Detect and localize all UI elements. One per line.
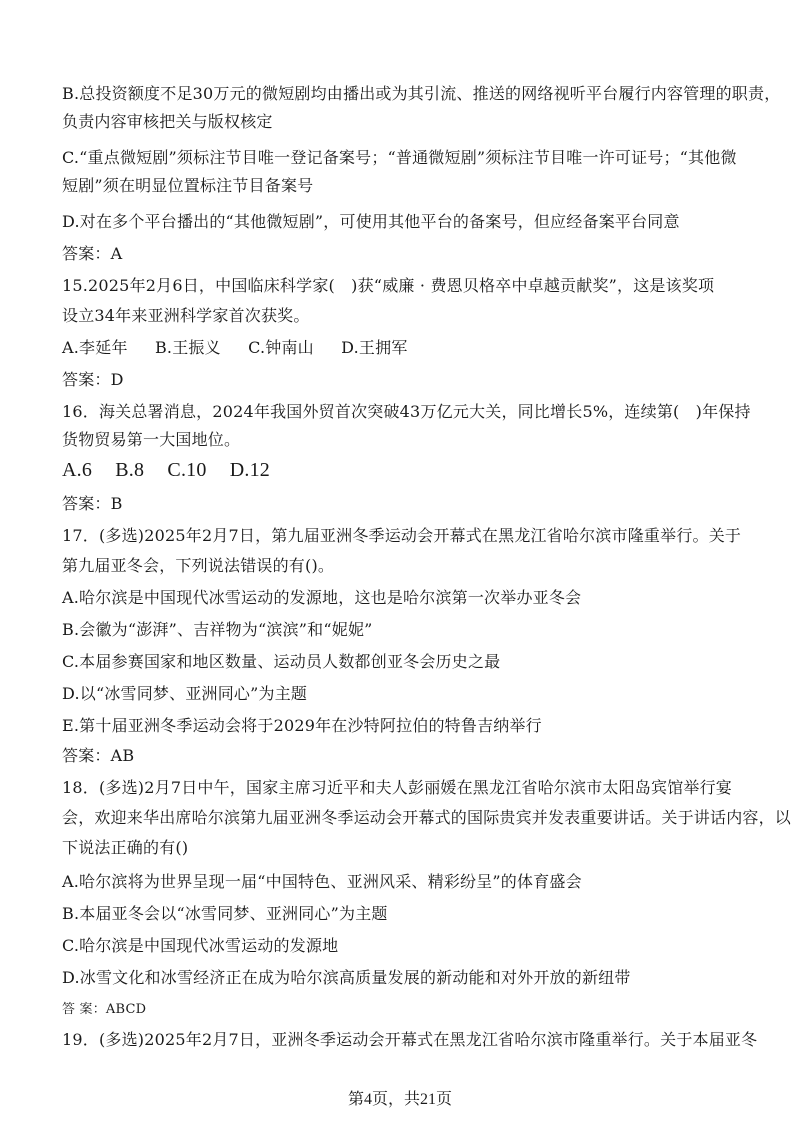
question-19: 19．(多选)2025年2月7日，亚洲冬季运动会开幕式在黑龙江省哈尔滨市隆重举行。关于本届亚冬 [62, 1030, 758, 1049]
answer-line: 答案：A [62, 244, 123, 263]
option-line: 负责内容审核把关与版权核定 [62, 112, 273, 131]
question-15: 15.2025年2月6日，中国临床科学家( )获“威廉 · 费恩贝格卒中卓越贡献奖”，这是该奖项 [62, 276, 715, 295]
option-d: D.王拥军 [341, 338, 408, 357]
option-line: E.第十届亚洲冬季运动会将于2029年在沙特阿拉伯的特鲁吉纳举行 [62, 716, 542, 735]
question-15-cont: 设立34年来亚洲科学家首次获奖。 [62, 306, 310, 325]
option-line: C.哈尔滨是中国现代冰雪运动的发源地 [62, 936, 339, 955]
answer-line: 答案：D [62, 370, 124, 389]
question-18: 18．(多选)2月7日中午，国家主席习近平和夫人彭丽媛在黑龙江省哈尔滨市太阳岛宾馆举行宴 [62, 778, 733, 797]
answer-line: 答案：AB [62, 746, 135, 765]
question-17-cont: 第九届亚冬会，下列说法错误的有()。 [62, 556, 335, 575]
option-line: B.会徽为“澎湃”、吉祥物为“滨滨”和“妮妮” [62, 620, 373, 639]
option-b: B.8 [115, 459, 145, 481]
option-line: D.冰雪文化和冰雪经济正在成为哈尔滨高质量发展的新动能和对外开放的新纽带 [62, 968, 631, 987]
option-line: A.哈尔滨将为世界呈现一届“中国特色、亚洲风采、精彩纷呈”的体育盛会 [62, 872, 582, 891]
option-line: A.哈尔滨是中国现代冰雪运动的发源地，这也是哈尔滨第一次举办亚冬会 [62, 588, 582, 607]
question-16: 16．海关总署消息，2024年我国外贸首次突破43万亿元大关，同比增长5%，连续第( )年保持 [62, 402, 751, 421]
option-line: 短剧”须在明显位置标注节目备案号 [62, 176, 314, 195]
q15-options [62, 338, 762, 358]
option-line: D.以“冰雪同梦、亚洲同心”为主题 [62, 684, 308, 703]
question-18-cont: 会，欢迎来华出席哈尔滨第九届亚洲冬季运动会开幕式的国际贵宾并发表重要讲话。关于讲话内容，以 [62, 808, 792, 827]
option-a: A.李延年 [62, 338, 128, 357]
option-c: C.钟南山 [248, 338, 314, 357]
question-18-cont: 下说法正确的有() [62, 838, 189, 857]
option-b: B.王振义 [154, 338, 221, 357]
answer-line: 答 案：ABCD [62, 1002, 147, 1017]
question-17: 17．(多选)2025年2月7日，第九届亚洲冬季运动会开幕式在黑龙江省哈尔滨市隆重举行。关于 [62, 526, 742, 545]
option-line: C.本届参赛国家和地区数量、运动员人数都创亚冬会历史之最 [62, 652, 501, 671]
page-number: 第4页，共21页 [347, 1091, 452, 1108]
option-line: D.对在多个平台播出的“其他微短剧”，可使用其他平台的备案号，但应经备案平台同意 [62, 212, 680, 231]
option-d: D.12 [229, 459, 270, 481]
answer-line: 答案：B [62, 494, 123, 513]
option-line: B.本届亚冬会以“冰雪同梦、亚洲同心”为主题 [62, 904, 388, 923]
option-line: C.“重点微短剧”须标注节目唯一登记备案号；“普通微短剧”须标注节目唯一许可证号；“其他微 [62, 148, 737, 167]
option-a: A.6 [62, 459, 93, 481]
option-line: B.总投资额度不足30万元的微短剧均由播出或为其引流、推送的网络视听平台履行内容管理的职责， [62, 84, 781, 103]
option-c: C.10 [167, 459, 207, 481]
question-16-cont: 货物贸易第一大国地位。 [62, 430, 241, 449]
q16-options [62, 458, 762, 482]
